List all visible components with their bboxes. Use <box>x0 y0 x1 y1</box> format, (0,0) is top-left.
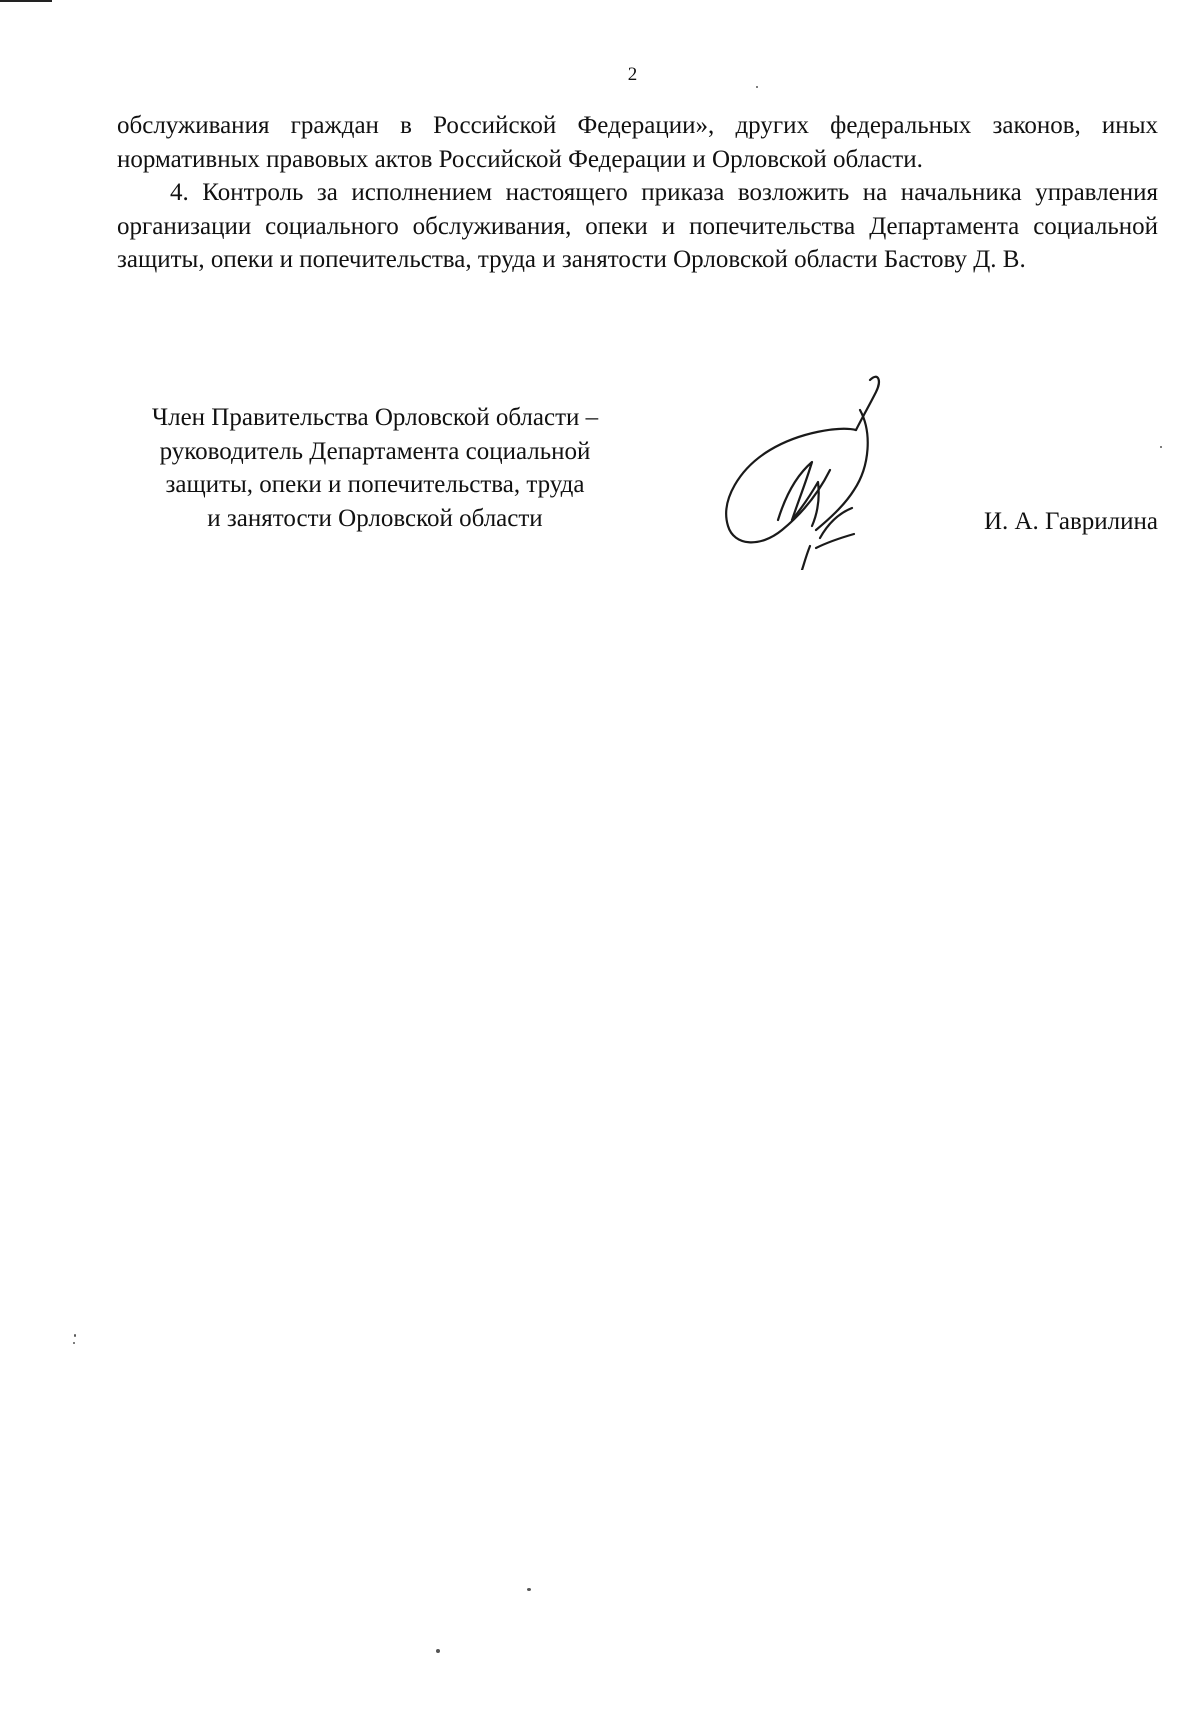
scan-speck <box>74 1334 76 1337</box>
page-number: 2 <box>627 64 638 85</box>
scan-edge-mark <box>0 0 52 2</box>
document-body <box>117 109 1158 277</box>
signer-name: И. А. Гаврилина <box>983 508 1158 535</box>
scan-speck <box>527 1588 531 1591</box>
paragraph-continuation: обслуживания граждан в Российской Федерации», других федеральных законов, иных нормативных правовых актов Российской Федерации и Орловской области. <box>117 112 1158 173</box>
position-line: защиты, опеки и попечительства, труда <box>165 471 585 498</box>
handwritten-signature <box>720 370 890 570</box>
scan-speck <box>756 86 758 88</box>
scan-speck <box>436 1649 440 1653</box>
paragraph-item-4: 4. Контроль за исполнением настоящего приказа возложить на начальника управления организации социального обслуживания, опеки и попечительства Департамента социальной защиты, опеки и попечительства, труда и занятости Орловской области Бастову Д. В. <box>117 179 1158 273</box>
position-line: Член Правительства Орловской области – <box>151 404 599 431</box>
position-line: и занятости Орловской области <box>207 504 543 532</box>
signatory-position <box>100 401 650 535</box>
position-line: руководитель Департамента социальной <box>159 437 591 465</box>
scan-speck <box>73 1342 75 1344</box>
scan-speck <box>1160 446 1162 448</box>
